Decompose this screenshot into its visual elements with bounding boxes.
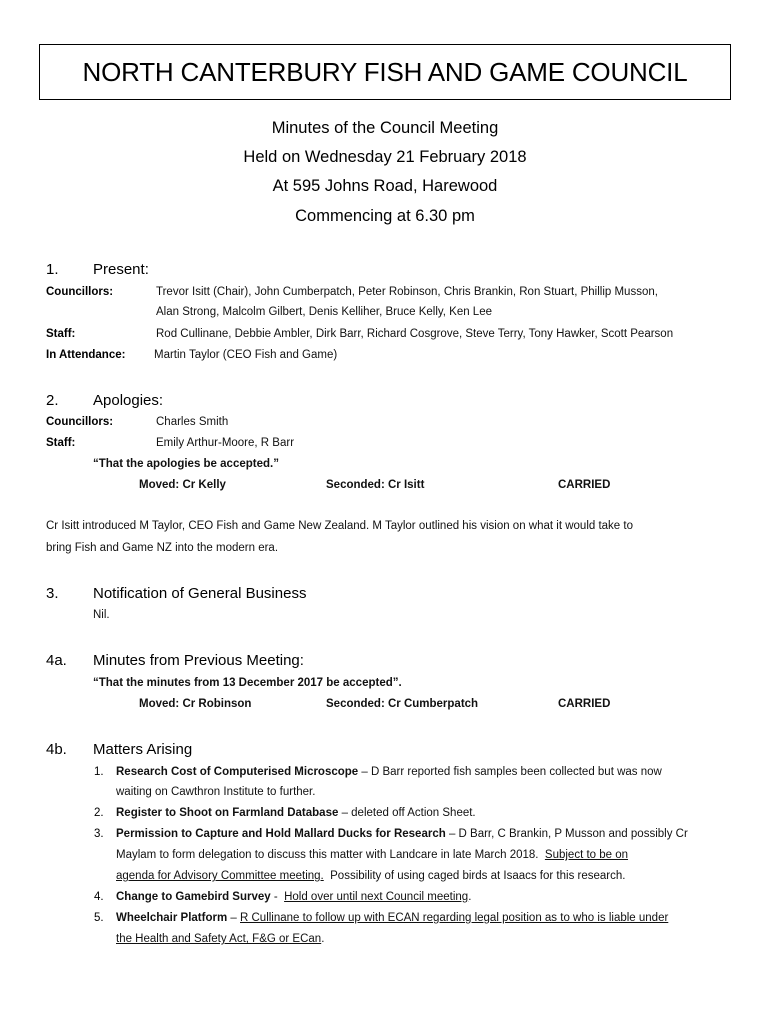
section-2-title: Apologies: <box>93 392 164 409</box>
matters-item-4-text: - <box>270 891 285 903</box>
matters-item-4 <box>116 891 471 903</box>
minutes-motion: “That the minutes from 13 December 2017 be accepted”. <box>93 677 402 689</box>
matters-item-5-underlined-1: R Cullinane to follow up with ECAN regarding legal position as to who is liable under <box>240 912 669 924</box>
intro-line-2: bring Fish and Game NZ into the modern era. <box>46 542 279 554</box>
matters-item-5-heading: Wheelchair Platform <box>116 912 228 924</box>
matters-item-5-text: – <box>227 912 240 924</box>
matters-item-3-line-2 <box>116 849 628 861</box>
matters-item-3-text: – D Barr, C Brankin, P Musson and possibly Cr <box>445 828 688 840</box>
intro-line-1: Cr Isitt introduced M Taylor, CEO Fish and Game New Zealand. M Taylor outlined his vision on what it would take to <box>46 520 633 532</box>
matters-item-4-end: . <box>468 891 472 903</box>
matters-item-3-number: 3. <box>94 828 104 840</box>
matters-item-1-heading: Research Cost of Computerised Microscope <box>116 766 359 778</box>
matters-item-3-line-2-text: Maylam to form delegation to discuss this matter with Landcare in late March 2018. <box>116 849 545 861</box>
matters-item-2-number: 2. <box>94 807 104 819</box>
minutes-result: CARRIED <box>558 698 611 710</box>
matters-item-5-end: . <box>321 933 325 945</box>
matters-item-1 <box>116 766 662 778</box>
minutes-moved: Moved: Cr Robinson <box>139 698 252 710</box>
header-line-3: At 595 Johns Road, Harewood <box>272 177 498 195</box>
section-1-title: Present: <box>93 261 149 278</box>
apologies-staff-label: Staff: <box>46 437 76 449</box>
present-attendance-label: In Attendance: <box>46 349 126 361</box>
present-councillors-line-1: Trevor Isitt (Chair), John Cumberpatch, Peter Robinson, Chris Brankin, Ron Stuart, Phillip Musson, <box>156 286 658 298</box>
section-3-number: 3. <box>46 585 59 602</box>
apologies-moved: Moved: Cr Kelly <box>139 479 226 491</box>
matters-item-2-heading: Register to Shoot on Farmland Database <box>116 807 339 819</box>
matters-item-4-underlined: Hold over until next Council meeting <box>284 891 469 903</box>
apologies-seconded: Seconded: Cr Isitt <box>326 479 425 491</box>
apologies-motion: “That the apologies be accepted.” <box>93 458 279 470</box>
section-4a-title: Minutes from Previous Meeting: <box>93 652 304 669</box>
section-4b-number: 4b. <box>46 741 67 758</box>
section-3-title: Notification of General Business <box>93 585 307 602</box>
header-line-1: Minutes of the Council Meeting <box>271 119 499 137</box>
general-business-body: Nil. <box>93 609 110 621</box>
matters-item-3 <box>116 828 688 840</box>
header-line-4: Commencing at 6.30 pm <box>295 207 475 225</box>
matters-item-3-line-3 <box>116 870 625 882</box>
minutes-seconded: Seconded: Cr Cumberpatch <box>326 698 479 710</box>
present-councillors-label: Councillors: <box>46 286 114 298</box>
section-1-number: 1. <box>46 261 59 278</box>
matters-item-3-underlined-1: Subject to be on <box>544 849 629 861</box>
matters-item-3-line-3-text: Possibility of using caged birds at Isaacs for this research. <box>323 870 626 882</box>
matters-item-4-number: 4. <box>94 891 104 903</box>
matters-item-5-number: 5. <box>94 912 104 924</box>
document-title: NORTH CANTERBURY FISH AND GAME COUNCIL <box>82 56 688 87</box>
section-4b-title: Matters Arising <box>93 741 193 758</box>
apologies-staff: Emily Arthur-Moore, R Barr <box>156 437 295 449</box>
matters-item-2-text: – deleted off Action Sheet. <box>338 807 476 819</box>
present-councillors-line-2: Alan Strong, Malcolm Gilbert, Denis Kelliher, Bruce Kelly, Ken Lee <box>156 306 492 318</box>
matters-item-2 <box>116 807 476 819</box>
matters-item-1-number: 1. <box>94 766 104 778</box>
header-line-2: Held on Wednesday 21 February 2018 <box>243 148 527 166</box>
matters-item-5-line-2 <box>116 933 324 945</box>
present-staff: Rod Cullinane, Debbie Ambler, Dirk Barr, Richard Cosgrove, Steve Terry, Tony Hawker, Scott Pearson <box>156 328 674 340</box>
matters-item-4-heading: Change to Gamebird Survey <box>116 891 271 903</box>
section-2-number: 2. <box>46 392 59 409</box>
matters-item-3-heading: Permission to Capture and Hold Mallard Ducks for Research <box>116 828 446 840</box>
document-title-box <box>39 44 731 100</box>
matters-item-1-line-2: waiting on Cawthron Institute to further. <box>116 786 316 798</box>
section-4a-number: 4a. <box>46 652 67 669</box>
apologies-councillors-label: Councillors: <box>46 416 114 428</box>
matters-item-3-underlined-2: agenda for Advisory Committee meeting. <box>116 870 324 882</box>
apologies-result: CARRIED <box>558 479 611 491</box>
matters-item-1-text: – D Barr reported fish samples been collected but was now <box>358 766 662 778</box>
matters-item-5-underlined-2: the Health and Safety Act, F&G or ECan <box>116 933 322 945</box>
apologies-councillors: Charles Smith <box>156 416 229 428</box>
present-attendance: Martin Taylor (CEO Fish and Game) <box>154 349 338 361</box>
present-staff-label: Staff: <box>46 328 76 340</box>
matters-item-5 <box>116 912 668 924</box>
